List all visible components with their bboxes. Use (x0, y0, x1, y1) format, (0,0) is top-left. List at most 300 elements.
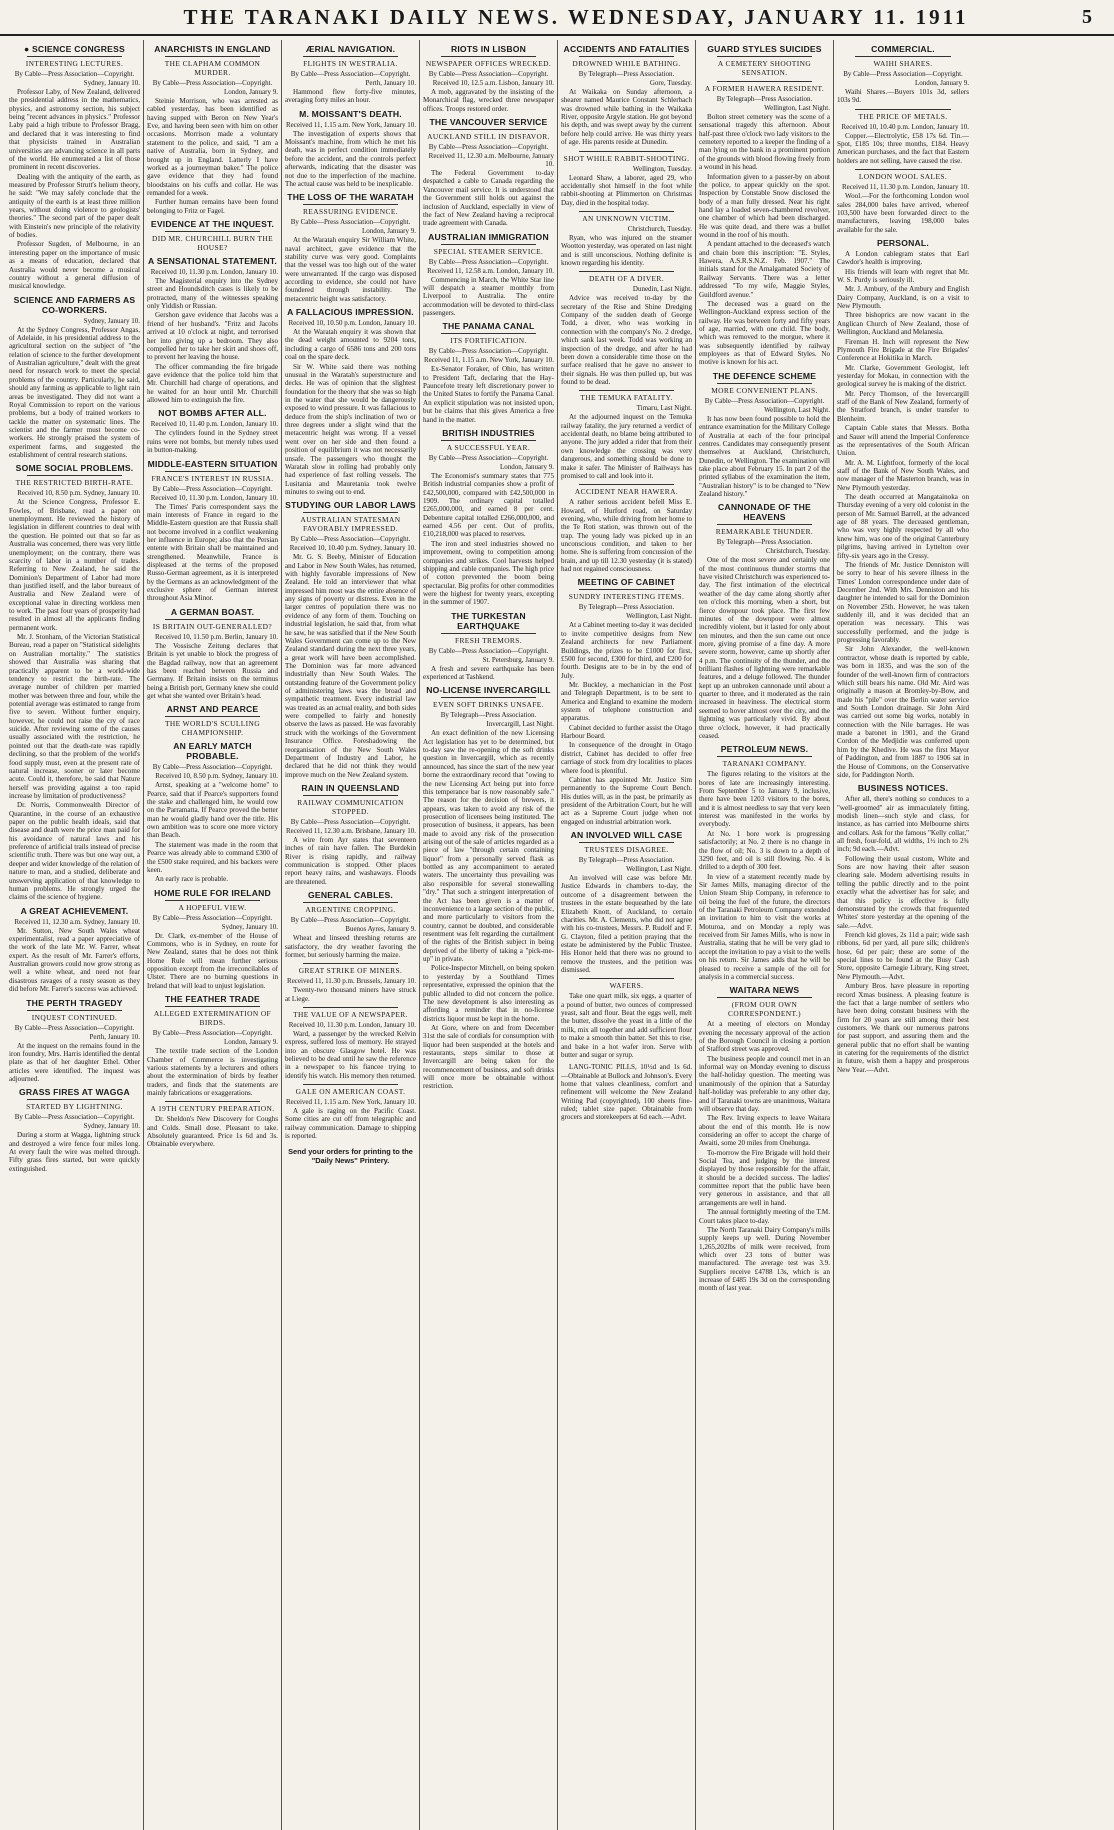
article (423, 44, 554, 113)
rule-divider (165, 1101, 260, 1102)
article-dateline: Received 11, 12.30 a.m. Brisbane, January 10. (286, 827, 416, 835)
article-headline: THE TURKESTAN EARTHQUAKE (451, 610, 526, 631)
article-paragraph: Waihi Shares.—Buyers 101s 3d, sellers 103s 9d. (837, 88, 969, 105)
article-paragraph: Mr. Percy Thomson, of the Invercargill staff of the Bank of New Zealand, formerly of the Stratford branch, is under transfer to Blenheim. (837, 389, 969, 423)
article-paragraph: Gershon gave evidence that Jacobs was a friend of her husband's. "Fritz and Jacobs arrived at 10 o'clock at night, and terrorised her into giving up a bedroom. They also compelled her to take her skirt and shoes off, to prevent her leaving the house. (147, 311, 278, 362)
article-headline: THE DEFENCE SCHEME (712, 370, 817, 381)
rule-divider (441, 633, 536, 634)
article-paragraph: The investigation of experts shows that Moissant's machine, from which he met his death, was in perfect condition immediately before the accident, and the controls perfect afterwards, indicating that the disaster was not due to the imperfection of the machine. The actual cause was held to be inexplicable. (285, 129, 416, 188)
rule-divider (165, 56, 260, 57)
article-byline: By Cable—Press Association—Copyright. (152, 79, 273, 87)
article-headline: RIOTS IN LISBON (450, 44, 527, 54)
rule-divider (303, 795, 398, 796)
article-subhead: NEWSPAPER OFFICES WRECKED. (425, 59, 552, 68)
article-dateline: Perth, January 10. (89, 1032, 140, 1041)
article-paragraph: At No. 1 bore work is progressing satisfactorily; at No. 2 there is no change in the flow of oil; No. 3 is down to a depth of 3290 feet, and oil is still flowing. No. 4 is drilled to a depth of 300 feet. (699, 829, 830, 872)
article-dateline: Received 10, 11.30 p.m. London, January 10. (150, 268, 278, 277)
rule-divider (579, 390, 674, 391)
article (423, 232, 554, 318)
article-byline: By Cable—Press Association—Copyright. (152, 1029, 273, 1038)
article-byline: By Cable—Press Association—Copyright. (152, 913, 273, 922)
article-paragraph: His friends will learn with regret that Mr. W. S. Purdy is seriously ill. (837, 267, 969, 285)
article (285, 783, 416, 886)
article-byline: By Cable—Press Association—Copyright. (290, 218, 411, 227)
article (285, 192, 416, 303)
rule-divider (441, 56, 536, 57)
article-subhead: INQUEST CONTINUED. (31, 1012, 118, 1022)
article-headline: COMMERCIAL. (871, 44, 935, 54)
rule-divider (165, 471, 260, 472)
article-dateline: Wellington, Last Night. (626, 865, 692, 874)
article-headline: CANNONADE OF THE HEAVENS (718, 502, 811, 523)
rule-divider (165, 231, 260, 232)
article-paragraph: Twenty-two thousand miners have struck at Liege. (285, 986, 416, 1003)
article-paragraph: An early race is probable. (155, 875, 229, 884)
article-paragraph: Bolton street cemetery was the scene of a sensational tragedy this afternoon. About half-past three o'clock two lady visitors to the cemetery reported to a keeper the finding of a man lying on the bank in a prominent portion of the grounds with blood flowing freely from a wound in his head. (699, 113, 831, 172)
article (147, 741, 278, 883)
article-paragraph: During a storm at Wagga, lightning struck and destroyed a wire fence four miles long. At every fault the wire was melted through. Fifty grass fires started, but were quickly extinguished. (9, 1131, 140, 1173)
article-subhead: DROWNED WHILE BATHING. (572, 59, 681, 68)
article-dateline: London, January 9. (223, 88, 278, 96)
article (147, 219, 278, 252)
article-paragraph: Mr. J. Stonham, of the Victorian Statistical Bureau, read a paper on "Statistical sidelights on Australian mortality." The statistics showed that Australia was sharing that practically apparent to be a world-wide tendency to restrict the birth-rate. The average number of children per married mother was between three and four, while the potential average was estimated to range from five to seven. Without further enquiry, however, he could not raise the cry of race suicide. After reviewing some of the causes usually associated with the restriction, he pointed out that the death-rate was rapidly declining, so that the problem of the world's food supply must, even at the present rate of natural increase, sooner or later become acute. Could it, therefore, be said that Nature herself was providing against a too rapid increase by limitation of productiveness? (9, 633, 140, 800)
article (285, 890, 416, 959)
rule-divider (303, 512, 398, 513)
article-dateline: Sydney, January 10. (221, 922, 278, 931)
article-subhead: A HOPEFUL VIEW. (178, 902, 247, 912)
article-paragraph: Dr. Clark, ex-member of the House of Commons, who is in Sydney, en route for New Zealand, states that he does not think Home Rule will mean further serious opposition except from the irreconcilables of Ulster. There are no burning questions in Ireland that will lead to unjust legislation. (147, 931, 278, 990)
article-paragraph: A London cablegram states that Earl Cawdor's health is improving. (837, 249, 969, 267)
article-paragraph: Mr. A. M. Lightfoot, formerly of the local staff of the Bank of New South Wales, and now manager of the Masterton branch, was in New Plymouth yesterday. (837, 458, 969, 492)
article-dateline: Wellington, Last Night. (764, 405, 830, 414)
article (423, 611, 554, 682)
article-paragraph: Captain Cable states that Messrs. Botha and Sauer will attend the Imperial Conference as the representatives of the South African Union. (837, 424, 969, 458)
article-dateline: Received 11, 11.30 p.m. London, January 10. (841, 183, 969, 192)
article-paragraph: Ward, a passenger by the wrecked Kelvin express, suffered loss of memory. He strayed into an obscure Glasgow hotel. He was believed to be dead until he saw the reference in a newspaper to his fiancee trying to identify his watch. His memory then returned. (285, 1029, 416, 1080)
article-headline: AUSTRALIAN IMMIGRATION (428, 231, 549, 242)
article-paragraph: A pendant attached to the deceased's watch and chain bore this inscription: "E. Styles, Hawera, A.S.R.S.N.Z. Feb. 1907." The initials stand for the Amalgamated Society of Railway Servants. There was a letter addressed "To my wife, Maggie Styles, Guildford avenue." (699, 240, 830, 299)
article-dateline: Received 11, 1.15 a.m. New York, January 10. (286, 1098, 416, 1107)
article (285, 1084, 416, 1140)
article-paragraph: Three bishoprics are now vacant in the Anglican Church of New Zealand, those of Wellington, Auckland and Melanesia. (837, 311, 969, 337)
article-headline: PETROLEUM NEWS. (720, 744, 809, 755)
article-byline: By Cable—Press Association—Copyright. (843, 70, 963, 78)
article-paragraph: Steinie Morrison, who was arrested as cabled yesterday, has been identified as having supped with Beron on New Year's Eve, and having been seen with him on other occasions. Morrison made a voluntary statement to the police, and said, "I am a native of Australia, born in Sydney, and brought up in England. Latterly I have worked as a journeyman baker." The police gave evidence that they had found bloodstains on his cuffs and collar. He was remanded for a week. (147, 97, 278, 197)
rule-divider (441, 440, 536, 441)
article-paragraph: Fireman H. Inch will represent the New Plymouth Fire Brigade at the Fire Brigades' Conference at Hokitika in March. (837, 337, 969, 363)
article-subhead: LONDON WOOL SALES. (858, 172, 948, 182)
article-headline: THE FEATHER TRADE (165, 994, 260, 1005)
article-subhead: FRANCE'S INTEREST IN RUSSIA. (151, 473, 274, 483)
article (147, 256, 278, 404)
article-dateline: Wellington, Last Night. (626, 612, 692, 621)
article-paragraph: A rather serious accident befell Miss E. Howard, of Hurford road, on Saturday evening, who, while driving from her home to the Te Roti station, was thrown out of the trap. The young lady was picked up in an unconscious condition, and taken to her home. She is suffering from concussion of the brain, and up till 12.30 yesterday (it is stated) had not regained consciousness. (561, 498, 693, 574)
columns-container (0, 36, 1114, 1830)
article-dateline: Received 11, 1.15 a.m. New York, January 10. (424, 356, 554, 365)
rule-divider (165, 1006, 260, 1007)
article-paragraph: At the Science Congress, Professor E. Fowles, of Brisbane, read a paper on unemployment. He reviewed the history of legislation in different countries to deal with the question. He pointed out that so far as Australia was concerned, there was very little unemployment; on the contrary, there was scarcity of labor in a number of trades. Referring to New Zealand, he said the Dominion's Department of Labor had more than justified itself, and the labor bureaux of Australia and New Zealand were of exceptional value in directing workless men to work. The past four years of prosperity had resulted in almost all the applicants finding permanent work. (9, 498, 140, 632)
article-subhead: AUSTRALIAN STATESMAN FAVORABLY IMPRESSED. (300, 515, 401, 534)
article-paragraph: At Gore, where on and from December 31st the sale of cordials for consumption with liquor had been suspended at the hotels and restaurants, steps similar to those at Invercargill are being taken for the recommencement of business, and soft drinks will once more be obtainable without restriction. (423, 1023, 554, 1091)
article-paragraph: To-morrow the Fire Brigade will hold their Social Tea, and judging by the interest displayed by those responsible for the affair, it should be a decided success. The ladies' committee report that the public have been very generous in assistance, and that all arrangements are well in hand. (699, 1148, 830, 1207)
article (561, 390, 692, 480)
article-paragraph: Further human remains have been found belonging to Fritz or Fagel. (147, 198, 278, 215)
article-paragraph: Professor Laby, of New Zealand, delivered the presidential address in the mathematics, physics, and astronomy section, his subject being "recent advances in physics." Professor Laby paid a high tribute to Professor Bragg, and declared that it was interesting to find that physicists trained in Australian universities are advancing science in all parts of the world. He enumerated a list of those prominent in recent discoveries. (9, 88, 140, 172)
article-headline: EVIDENCE AT THE INQUEST. (150, 219, 275, 230)
column-6 (696, 40, 834, 1830)
article-paragraph: At the Waratah enquiry Sir William White, naval architect, gave evidence that the stability curve was very good. Complaints that the vessel was too high out of the water were unwarranted. If the cargo was disposed according to evidence, she could not have foundered through instability. The metacentric height was satisfactory. (285, 236, 416, 303)
article (285, 109, 416, 189)
article-byline: By Cable—Press Association—Copyright. (290, 916, 411, 925)
article-byline: By Telegraph—Press Association. (716, 95, 813, 103)
article-subhead: GREAT STRIKE OF MINERS. (298, 966, 403, 976)
article-dateline: Received 10, 10.50 p.m. London, January 10. (288, 319, 416, 328)
rule-divider (303, 902, 398, 903)
article-paragraph: Following their usual custom, White and Sons are now having their after season clearing sale. Modern advertising results in telling the public directly and to the point exactly what the advertiser has for sale; and that this policy is effective is fully demonstrated by the crowds that frequented Whites' store yesterday at the opening of the sale.—Advt. (837, 854, 969, 930)
article (147, 888, 278, 991)
article-dateline: Received 11, 12.30 a.m. Melbourne, January 10. (428, 152, 554, 169)
article-headline: ACCIDENTS AND FATALITIES (563, 44, 690, 54)
article-subhead: INTERESTING LECTURES. (25, 59, 124, 68)
article (423, 685, 554, 1090)
article (9, 906, 140, 994)
article-subhead: STARTED BY LIGHTNING. (26, 1102, 123, 1112)
article-headline: AN INVOLVED WILL CASE (570, 830, 683, 841)
article-dateline: London, January 9. (499, 462, 554, 471)
article-subhead: A 19TH CENTURY PREPARATION. (150, 1104, 275, 1114)
article-paragraph: Wheat and linseed threshing returns are satisfactory, the dry weather favoring the former, but seriously harming the maize. (285, 934, 416, 959)
article (423, 321, 554, 424)
article-paragraph: One of the most severe and certainly one of the most continuous thunder storms that have visited Christchurch was experienced to-day. The first intimation of the electrical weather of the day came along shortly after ten o'clock this morning, when a short, but fierce downpour took place. The first few minutes of the downpour were almost incredibly violent, but it lasted for only about ten minutes, and then the sun came out once more, giving promise of a fine day. A more severe storm, however, came up shortly after 4 p.m. The continuity of the thunder, and the brilliant flashes of lightning were remarkable features, and a deluge followed. The thunder kept up an unbroken cannonade until about a quarter to three, and it moderated as the rain increased in heaviness. The electrical storm seemed to hover almost over the city, and the lightning was particularly vivid. By about three o'clock, however, it had practically ceased. (699, 556, 830, 740)
article-headline: NOT BOMBS AFTER ALL. (158, 408, 267, 419)
article-paragraph: Sir W. White said there was nothing unusual in the Waratah's superstructure and decks. He was of opinion that the slightest foundation for the theory that she was so high in the water that she would be dangerously exposed to wind pressure. It was fallacious to deduce from the ship's inclination of two or three degrees under a slight wind that the metacentric height was wrong. If a vessel went over on her side and then found a position of equilibrium it was not necessarily unsafe. The passengers who thought the Waratah slow in rolling had probably only had experience of fast rolling vessels. The Lusitania and Mauretania took twelve minutes to swing out to end. (285, 362, 416, 496)
article (561, 151, 692, 207)
article-byline: By Cable—Press Association—Copyright. (14, 1113, 135, 1122)
article (561, 484, 692, 573)
article-paragraph: In view of a statement recently made by Sir James Mills, managing director of the Union Steam Ship Company, in reference to oil being the fuel of the future, the directors of the Taranaki Petroleum Company extended an invitation to him to visit the works at Moturoa, and on Monday a reply was received from Sir James Mills, who is now in Australia, stating that he will be very glad to accept the invitation to pay a visit to the wells on his return. Sir James adds that he will be pleased to receive a sample of the oil for analysis in a commercial success. (699, 872, 830, 981)
article-headline: SCIENCE AND FARMERS AS CO-WORKERS. (13, 294, 136, 315)
article (147, 44, 278, 215)
printery-advert: Send your orders for printing to the "Daily News" Printery. (288, 1146, 413, 1165)
article-dateline: London, January 9. (223, 1038, 278, 1047)
article-headline: THE VANCOUVER SERVICE (429, 117, 548, 128)
article-paragraph: The death occurred at Mangatainoka on Thursday evening of a very old colonist in the person of Mr. Samuel Barrell, at the advanced age of 88 years. The deceased gentleman, who was very highly respected by all who knew him, was one of the original Canterbury pilgrims, having arrived in Lyttelton over fifty-six years ago in the Cressy. (837, 493, 969, 560)
article-headline: A GERMAN BOAST. (170, 606, 255, 617)
article-subhead: ARGENTINE CROPPING. (305, 905, 396, 915)
article (699, 44, 830, 77)
rule-divider (303, 56, 398, 57)
article-paragraph: Wool.—For the forthcoming London wool sales 284,000 bales have arrived, whereof 103,500 have been forwarded direct to the manufacturers, leaving 198,000 bales available for the sale. (837, 192, 969, 234)
article-paragraph: French kid gloves, 2s 11d a pair; wide sash ribbons, 6d per yard, all pure silk; children's hose, 6d per pair; these are some of the special lines to be found at the Busy Cash Store, opposite Carnegie Library, King street, New Plymouth.—Advt. (837, 930, 969, 981)
rule-divider (717, 524, 812, 525)
article-byline: By Telegraph—Press Association. (578, 70, 675, 78)
article-paragraph: Cabinet has appointed Mr. Justice Sim permanently to the Supreme Court Bench. His duties will, as in the past, be primarily as president of the Arbitration Court, but he will act as a Supreme Court judge when not engaged on industrial arbitration work. (561, 775, 692, 826)
article-dateline: Received 10, 10.40 p.m. London, January 10. (841, 122, 969, 131)
article-paragraph: Arnst, speaking at a "welcome home" to Pearce, said that if Pearce's supporters found the stake and challenged him, he would row on the Parramatta. If Pearce proved the better man he would gladly hand over the title. His own ambition was to score one more victory than Beach. (147, 781, 278, 840)
article-headline: A GREAT ACHIEVEMENT. (20, 905, 129, 916)
article-paragraph: Dealing with the antiquity of the earth, as measured by Professor Strutt's helium theory, he said: "We may safely conclude that the antiquity of the earth is at least three million years, without doing violence to geologists' theories." The second part of the paper dealt with Einstein's new principle of the relativity of bodies. (9, 172, 140, 240)
article (147, 607, 278, 701)
rule-divider (579, 842, 674, 843)
article-dateline: Sydney, January 10. (83, 79, 140, 87)
article-subhead: THE PRICE OF METALS. (858, 111, 948, 121)
rule-divider (717, 81, 812, 82)
article-headline: A FALLACIOUS IMPRESSION. (287, 307, 414, 318)
article-paragraph: The business people and council met in an informal way on Monday evening to discuss the half-holiday question. The meeting was unanimously of the opinion that a Saturday half-holiday was preferable to any other day, and if Taranaki towns are unanimous, Waitara will observe that day. (699, 1054, 830, 1113)
article-paragraph: The textile trade section of the London Chamber of Commerce is investigating various statements by a lecturers and others about the extermination of birds by feather traders, and finds that the statements are mainly fabrications or exaggerations. (147, 1047, 278, 1097)
masthead-title: THE TARANAKI DAILY NEWS. WEDNESDAY, JANUARY 11. 1911 (183, 4, 969, 29)
rule-divider (579, 589, 674, 590)
article-headline: RAIN IN QUEENSLAND (301, 783, 400, 793)
article-headline: STUDYING OUR LABOR LAWS (285, 500, 416, 511)
article (837, 783, 969, 1074)
article-subhead: SUNDRY INTERESTING ITEMS. (568, 592, 685, 602)
article-paragraph: The friends of Mr. Justice Denniston will be sorry to hear of his severe illness in the Times' London correspondence under date of December 2nd. With Mrs. Denniston and his daughter he intended to sail for the Dominion on November 25th. However, he was taken suddenly ill, and it was decided that an operation was necessary. This was successfully performed, and the judge is progressing favorably. (837, 560, 969, 645)
rule-divider (165, 619, 260, 620)
article-byline: By Telegraph—Press Association. (578, 603, 675, 612)
article-paragraph: Sir John Alexander, the well-known contractor, whose death is reported by cable, was born in 1835, and was the son of the founder of the well-known firm of contractors which still bears his name. Old Mr. Aird was originally a mason at Bromley-by-Bow, and made his "pile" over the Berlin water service and South London drainage. Sir John Aird was carried out some big works, notably in connection with the Nile barrages. He was made a baronet in 1901, and the Grand Cordon of the Medjidie was conferred upon him by the Khedive. He was the first Mayor of Paddington, and from 1887 to 1906 sat in the House of Commons, on the Conservative side, for Paddington North. (837, 645, 969, 779)
article-headline: BUSINESS NOTICES. (857, 783, 949, 794)
article (699, 371, 830, 499)
article-subhead: A CEMETERY SHOOTING SENSATION. (717, 59, 812, 77)
article-paragraph: At the adjourned inquest on the Temuka railway fatality, the jury returned a verdict of accidental death, no blame being attributed to anyone. The jury added a rider that from their own knowledge the crossing was very dangerous, and something should be done to make it safer. The Minister of Railways has promised to call and look into it. (561, 413, 692, 480)
article-paragraph: An exact definition of the new Licensing Act legislation has yet to be determined, but to-day saw the re-opening of the soft drinks question in Invercargill, which as recently announced, has since the start of the new year borne the extraordinary record that "owing to the new Licensing Act being put into force this temperance bar is now reasonably safe." The reason for the decision of brewers, it appears, was taken to avoid any risk of the prosecution of licensees being instituted. The prosecution of business, it appears, has been made to avoid any risk of the prosecution arising out of the sale of articles regarded as a piece of law "through certain containing liquor" from a personally served flask as bottled as any accompaniment to aerated waters. The uncertainty thus prevailing was also responsible for several stonewalling "dry." That such a stringent interpretation of the Act has been given is a matter of inconvenience to a large section of the public, and more particularly to visitors from the country, cannot be doubted, and considerable resentment was felt regarding the curtailment of the rights of the British subject in being deprived of the liberty of taking a "pick-me-up" in private. (423, 729, 554, 964)
article-dateline: Received 11, 12.30 a.m. Sydney, January 10. (14, 917, 140, 926)
article-paragraph: Advice was received to-day by the secretary of the Rise and Shine Dredging Company of the sudden death of George Todd, a diver, who was working in connection with the company's No. 2 dredge, which sank last week. Todd was working an inspection of the dredge, and after he had been down a considerable time those on the surface realised that he gave no answer to their signals. He was then pulled up, but was found to be dead. (561, 294, 692, 386)
article (147, 1101, 278, 1148)
article-paragraph: The Times' Paris correspondent says the main interests of France in regard to the Middle-Eastern question are that Russia shall not become involved in a conflict weakening her influence in Europe; also that the Persian entente with Britain shall be maintained and strengthened. Meanwhile, France is displeased at the terms of the proposed Russo-German agreement, as it is interpreted by the Germans as an acknowledgment of the exclusive sphere of German interest throughout Asia Minor. (147, 502, 278, 603)
article-subhead: SHOT WHILE RABBIT-SHOOTING. (563, 153, 690, 163)
article-subhead: DID MR. CHURCHILL BURN THE HOUSE? (151, 234, 274, 253)
article (423, 428, 554, 607)
article-paragraph: Mr. J. Ambury, of the Ambury and English Dairy Company, Auckland, is on a visit to New Plymouth. (837, 285, 969, 311)
article-dateline: Gore, Tuesday. (649, 79, 692, 87)
rule-divider (27, 1010, 122, 1011)
article-subhead: THE TEMUKA FATALITY. (580, 393, 673, 403)
article-paragraph: Copper.—Electrolytic, £58 17s 6d. Tin.—Spot, £185 10s; three months, £184. Heavy American purchases, and the fact that Eastern holders are not selling, have caused the rise. (837, 131, 969, 165)
column-2 (144, 40, 282, 1830)
article-headline: ARNST AND PEARCE (166, 704, 259, 715)
article (561, 830, 692, 974)
article-dateline: Received 10, 10.40 p.m. Sydney, January 10. (289, 544, 416, 553)
article-dateline: Received 10, 11.30 p.m. London, January 10. (288, 1020, 416, 1029)
article-byline: By Cable—Press Association—Copyright. (704, 396, 825, 405)
article (285, 500, 416, 779)
article-headline: SOME SOCIAL PROBLEMS. (15, 463, 134, 474)
article-dateline: Sydney, January 10. (83, 1122, 140, 1131)
article-paragraph: After all, there's nothing so conduces to a "well-groomed" air as immaculately fitting, modish linen—such style and class, for instance, as has carried into Melbourne shirts and collars. Ask for the famous "Kelly collar," all fresh, four-fold, all widths, 1½ inch to 2¾ inch; 9d each.—Advt. (837, 795, 969, 854)
article-byline: By Telegraph—Press Association. (440, 711, 537, 720)
article (837, 44, 969, 105)
article-paragraph: The Vossische Zeitung declares that Britain is yet unable to block the progress of the Bagdad railway, now that an agreement has been reached between Russia and Germany. If Britain insists on the terminus being a British port, Germany knew she could get what she wanted over Britain's head. (147, 641, 278, 700)
article-byline: By Cable—Press Association—Copyright. (428, 453, 549, 462)
article (9, 295, 140, 460)
article-paragraph: In consequence of the drought in Otago district, Cabinet has decided to offer free carriage of stock from dry localities to places where food is plentiful. (561, 741, 692, 775)
article-dateline: Received 10, 8.50 p.m. Sydney, January 10. (155, 772, 278, 781)
article-paragraph: The iron and steel industries showed no improvement, owing to competition among companies and strikes. Cool harvests helped shipping and cable companies. The high price of cotton prevented the boom being spectacular. Big profits for other commodities were the highest for twenty years, excepting in the summer of 1907. (423, 539, 554, 607)
article-byline: By Cable—Press Association—Copyright. (428, 257, 549, 266)
article-paragraph: The officer commanding the fire brigade gave evidence that the police told him that Mr. Churchill had charge of operations, and he waited for an hour until Mr. Churchill allowed him to extinguish the fire. (147, 362, 278, 405)
column-3 (282, 40, 420, 1830)
article-byline: By Cable—Press Association—Copyright. (152, 763, 273, 772)
article-paragraph: The deceased was a guard on the Wellington-Auckland express section of the railway. He was between forty and fifty years of age, married, with one child. The body, which was removed to the morgue, where it was subsequently identified by railway employees as that of Edward Styles. No motive is known for his act. (699, 299, 830, 367)
rule-divider (855, 56, 951, 57)
article-dateline: Dunedin, Last Night. (632, 285, 692, 294)
rule-divider (27, 1099, 122, 1100)
column-4 (420, 40, 558, 1830)
article-headline: THE LOSS OF THE WARATAH (287, 192, 414, 203)
article-headline: AN EARLY MATCH PROBABLE. (173, 741, 252, 762)
article (9, 44, 140, 291)
article-dateline: Received 10, 11.50 p.m. Berlin, January 10. (155, 632, 278, 641)
article-headline: PERSONAL. (877, 237, 929, 248)
article (423, 117, 554, 228)
article-byline: By Telegraph—Press Association. (716, 538, 813, 547)
article-subhead: THE WORLD'S SCULLING CHAMPIONSHIP. (164, 719, 260, 738)
article-subhead: ITS FORTIFICATION. (450, 336, 527, 346)
article-subhead: DEATH OF A DIVER. (589, 274, 664, 284)
article-paragraph: Leonard Shaw, a laborer, aged 29, who accidentally shot himself in the foot while rabbit-shooting at Plimmerton on Christmas Day, died in the hospital today. (561, 173, 692, 207)
article-subhead: WAIHI SHARES. (873, 59, 933, 68)
rule-divider (579, 978, 674, 979)
article-dateline: Wellington, Last Night. (764, 104, 830, 112)
article-paragraph: Mr. G. S. Beeby, Minister of Education and Labor in New South Wales, has returned, with highly favorable impressions of New Zealand. He told an interviewer that what impressed him most was the entire absence of any signs of poverty or distress. Even in the larger centres of population there was no evidence of any form of them. Touching on industrial legislation, he said that, from what he saw, he was satisfied that if the New South Wales Government can come up to the New Zealand standard during the next three years, a great work will have been accomplished. The Dominion was far more advanced industrially than New South Wales. The outstanding feature of the Government policy of administering laws was the broad and sympathetic treatment. Every industrial law was treated as an actual reality, and both sides were compelled to fairly and honestly observe the laws as passed. He was favorably struck with the workings of the Government Insurance Office. Foreshadowing the reorganisation of the New South Wales Department of Industry and Labor, he declared that he did not think they would improve much on the New Zealand system. (285, 553, 416, 779)
article-paragraph: The Federal Government to-day despatched a cable to Canada regarding the Vancouver mail service. It is understood that the Government still holds out against the inclusion of Auckland, especially in view of the fact of New Zealand having a reciprocal trade agreement with Canada. (423, 169, 554, 228)
article-subhead: GALE ON AMERICAN COAST. (295, 1087, 406, 1097)
article (837, 238, 969, 779)
rule-divider (27, 475, 122, 476)
article (699, 744, 830, 981)
article-paragraph: The cylinders found in the Sydney street ruins were not bombs, but merely tubes used in button-making. (147, 429, 278, 455)
article (699, 502, 830, 740)
article-paragraph: Professor Sugden, of Melbourne, in an interesting paper on the importance of music as a means of education, declared that Australia would never become a musical country without a general diffusion of musical knowledge. (9, 240, 140, 291)
article-headline: NO-LICENSE INVERCARGILL (426, 685, 551, 696)
article-headline: MIDDLE-EASTERN SITUATION (147, 458, 278, 469)
article-paragraph: Mr. Clarke, Government Geologist, left yesterday for Mokau, in connection with the geological survey he is making of the district. (837, 363, 969, 389)
article-subhead: ACCIDENT NEAR HAWERA. (574, 487, 679, 497)
article-byline: By Cable—Press Association—Copyright. (290, 535, 411, 544)
rule-divider (165, 716, 260, 717)
rule-divider (855, 109, 951, 110)
rule-divider (717, 56, 812, 57)
article-headline: THE PANAMA CANAL (442, 321, 535, 332)
article-paragraph: Mr. Buckley, a mechanician in the Post and Telegraph Department, is to be sent to America and England to examine the modern system of telephone construction and apparatus. (561, 680, 692, 723)
column-5 (558, 40, 696, 1830)
article (699, 985, 830, 1293)
article (285, 44, 416, 105)
article-paragraph: Commencing in March, the White Star line will despatch a steamer monthly from Liverpool to Australia. The entire accommodation will be devoted to third-class passengers. (423, 275, 554, 318)
article (285, 307, 416, 496)
article-byline: By Cable—Press Association—Copyright. (428, 347, 549, 356)
article-headline: GENERAL CABLES. (308, 890, 393, 901)
article-subhead: THE VALUE OF A NEWSPAPER. (293, 1009, 408, 1019)
rule-divider (855, 169, 951, 170)
article-subhead: FLIGHTS IN WESTRALIA. (303, 59, 398, 68)
article-subhead: IS BRITAIN OUT-GENERALLED? (152, 621, 273, 631)
article-headline: ÆRIAL NAVIGATION. (305, 44, 396, 54)
article-paragraph: At the Sydney Congress, Professor Angas, of Adelaide, in his presidential address to the agricultural section on the subject of "the relation of science to the further development of Australian agriculture," dealt with the great need for research work to meet the special problems of the country. Particularly, he said, should any farming as applicable to light rain areas be investigated. They did not want a Royal Commission to report on the various problems, but a body of trained workers to tackle the matter on systematic lines. The scientist and the farmer must become co-workers. He strongly praised the system of experiment farms, and suggested the establishment of central research stations. (9, 325, 140, 460)
article-paragraph: A wire from Ayr states that seventeen inches of rain have fallen. The Burdekin River is rising rapidly, and railway communication is stopped. Other places report heavy rains, and washaways. Floods are threatened. (285, 836, 416, 886)
article-byline: By Cable—Press Association—Copyright. (14, 70, 135, 78)
article-headline: ANARCHISTS IN ENGLAND (154, 44, 271, 54)
rule-divider (441, 697, 536, 698)
article-dateline: Sydney, January 10. (83, 316, 140, 325)
article (285, 963, 416, 1003)
article-paragraph: At a Cabinet meeting to-day it was decided to invite competitive designs from New Zealand architects for new Parliament Buildings, the prizes to be £1000 for first, £500 for second, £300 for third, and £200 for fourth. Designs are to be in by the end of July. (561, 621, 692, 680)
rule-divider (303, 204, 398, 205)
article (561, 211, 692, 267)
rule-divider (579, 211, 674, 212)
article-paragraph: Hammond flew forty-five minutes, averaging forty miles an hour. (285, 88, 416, 105)
article (561, 577, 692, 826)
article-byline: By Cable—Press Association—Copyright. (428, 70, 549, 78)
article-dateline: Received 11, 11.30 p.m. Brussels, January 10. (287, 977, 416, 986)
article (147, 408, 278, 454)
article-subhead: THE RESTRICTED BIRTH-RATE. (15, 478, 134, 488)
article (699, 81, 830, 367)
article-paragraph: Dr. Norris, Commonwealth Director of Quarantine, in the course of an exhaustive paper on the public health ideals, said that disease and death were the price man paid for his avoidance of natural laws and his preference of artificial trails instead of precise scientific truth. There was but one way out, a deeper and wider knowledge of the relation of nature to man, and a studied, deliberate and unswerving application of that knowledge to human problems. He strongly urged the claims of the science of hygiene. (9, 801, 140, 902)
article-subhead: (FROM OUR OWN CORRESPONDENT.) (728, 1000, 801, 1019)
rule-divider (303, 963, 398, 964)
article-dateline: Christchurch, Tuesday. (765, 547, 830, 556)
article-paragraph: Ryan, who was injured on the steamer Wootton yesterday, was operated on last night and is still unconscious. Nothing definite is known regarding his identity. (561, 233, 692, 268)
article-paragraph: An involved will case was before Mr. Justice Edwards in chambers to-day, the outcome of a disagreement between the trustees in the estate bequeathed by the late Elizabeth Knott, of Auckland, to certain charities. Mr. A. Clements, who did not agree with his co-trustees, Messrs. P. Rudolf and F. G. Clayton, filed a petition praying that the estate be administered by the Public Trustee. His Honor held that there was no ground to remove the trustees, and the petition was dismissed. (561, 874, 692, 975)
article (9, 998, 140, 1084)
article-paragraph: The Magisterial enquiry into the Sydney street and Houndsditch cases is likely to be protracted, many of the witnesses speaking only Yiddish or Russian. (147, 277, 278, 311)
article-headline: ● SCIENCE CONGRESS (9, 44, 140, 54)
article-dateline: St. Petersburg, January 9. (482, 655, 554, 664)
article-paragraph: Ex-Senator Foraker, of Ohio, has written to President Taft, declaring that the Hay-Pauncefote treaty left discretionary power to the United States to fortify the Panama Canal. An explicit stipulation was not insisted upon, but he claims that this gives America a free hand in the matter. (423, 365, 554, 424)
article-paragraph: A gale is raging on the Pacific Coast. Some cities are cut off from telegraphic and railway communication. Damage to shipping is reported. (285, 1107, 416, 1141)
article (147, 994, 278, 1097)
article-headline: HOME RULE FOR IRELAND (154, 887, 271, 898)
article (285, 1007, 416, 1080)
article-dateline: London, January 9. (914, 79, 969, 87)
article-paragraph: The figures relating to the visitors at the bores of late are increasingly interesting. From September 5 to January 9, inclusive, there have been 1203 visitors to the bores, and it is almost needless to say that very keen interest was manifested in the works by everybody. (699, 770, 830, 829)
article-paragraph: Take one quart milk, six eggs, a quarter of a pound of butter, two ounces of compressed yeast, salt and flour. Beat the eggs well, melt the butter, dissolve the yeast in a little of the milk, mix all together and add sufficient flour to make a smooth thin batter. Set this to rise, and bake in a hot wafer iron. Serve with butter and sugar or syrup. (561, 992, 692, 1059)
article-subhead: MORE CONVENIENT PLANS. (711, 385, 818, 395)
rule-divider (165, 900, 260, 901)
article-subhead: TRUSTEES DISAGREE. (584, 845, 669, 855)
article (9, 1087, 140, 1173)
article-subhead: A FORMER HAWERA RESIDENT. (704, 84, 825, 93)
rule-divider (579, 484, 674, 485)
rule-divider (441, 129, 536, 130)
article-byline: By Cable—Press Association—Copyright. (152, 484, 273, 493)
article-headline: BRITISH INDUSTRIES (442, 427, 535, 438)
article-paragraph: A fresh and severe earthquake has been experienced at Tashkend. (423, 664, 554, 682)
article-paragraph: At the inquest on the remains found in the iron foundry, Mrs. Harris identified the dental plate as that of her daughter Ethel. Other articles were identified. The inquest was adjourned. (9, 1041, 140, 1083)
article-paragraph: At Waikaka on Sunday afternoon, a shearer named Maurice Constant Schlerbach was drowned while bathing in the Waikaka River, opposite Argyle station. He got beyond his depth, and was swept away by the current before help could arrive. He was thirty years of age. His parents reside at Dunedin. (561, 88, 692, 147)
article-headline: M. MOISSANT'S DEATH. (299, 108, 402, 119)
article-subhead: AUCKLAND STILL IN DISFAVOR. (427, 132, 550, 142)
article-dateline: London, January 9. (361, 227, 416, 236)
article-subhead: TARANAKI COMPANY. (722, 759, 807, 769)
rule-divider (27, 56, 122, 57)
article (561, 271, 692, 386)
article-paragraph: Mr. Sutton, New South Wales wheat experimentalist, read a paper appreciative of the work of the late Mr. W. Farrer, wheat expert. As the result of Mr. Farrer's efforts, Australian growers could now grow strong as well a white wheat, and need not fear disastrous ravages of a rusty season as they did before Mr. Farrer's success was achieved. (9, 926, 140, 994)
article (9, 463, 140, 901)
article-headline: A SENSATIONAL STATEMENT. (148, 256, 277, 267)
article-dateline: Received 10, 12.5 a.m. Lisbon, January 10. (432, 79, 554, 87)
article-dateline: Christchurch, Tuesday. (627, 224, 692, 233)
article-paragraph: The North Taranaki Dairy Company's mills supply keeps up well. During November 1,265,202lbs of milk were received, from which over 23 tons of butter was manufactured. The average test was 3.9. Suppliers receive £4788 13s, which is an increase of £485 19s 3d on the corresponding month of last year. (699, 1225, 830, 1293)
article-dateline: Received 10, 8.50 p.m. Sydney, January 10. (17, 489, 140, 498)
article-subhead: REASSURING EVIDENCE. (302, 207, 399, 217)
article-byline: By Cable—Press Association—Copyright. (290, 70, 411, 78)
rule-divider (579, 151, 674, 152)
article-paragraph: Ambury Bros. have pleasure in reporting record Xmas business. A pleasing feature is the fact that a large number of settlers who have been doing constant business with the firm for 20 years are still among their best customers. We thank our numerous patrons for past support, and assuring them and the general public that no effort shall be wanting in catering for the requirements of the district in future, wish them a happy and prosperous New Year.—Advt. (837, 982, 969, 1074)
